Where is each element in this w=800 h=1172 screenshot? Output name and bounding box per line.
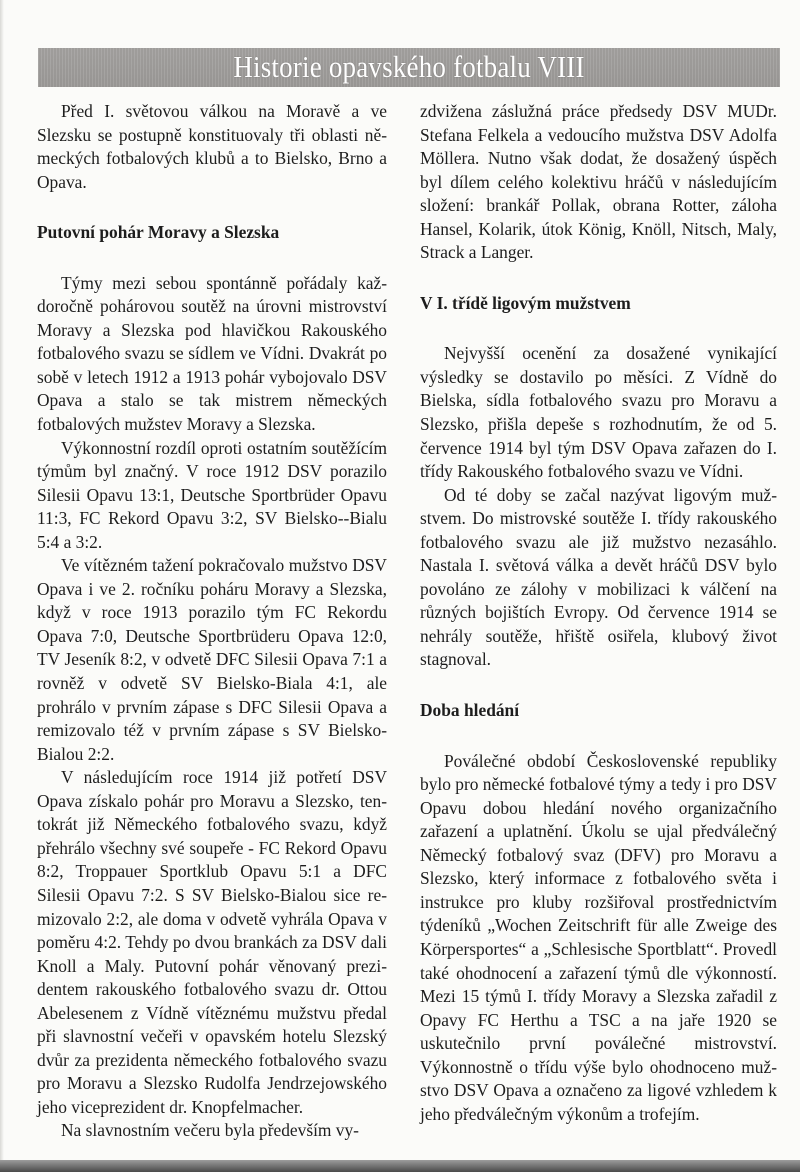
- paragraph: Týmy mezi sebou spontánně pořádaly každoročně pohárovou soutěž na úrovni mistrovství Moravy a Slezska pod hlavičkou Rakouského fotbalového svazu se sídlem ve Vídni. Dvakrát po sobě v letech 1912 a 1913 pohár vybojovalo DSV Opava a stalo se tak mistrem německých fotbalových mužstev Moravy a Slezska.: [37, 272, 387, 435]
- title-banner: [38, 48, 780, 87]
- spacer: [37, 245, 387, 272]
- page-edge-shadow: [0, 0, 4, 1172]
- section-heading-putovni-pohar: Putovní pohár Moravy a Slezska: [37, 222, 280, 243]
- spacer: [420, 723, 777, 750]
- page-title: Historie opavského fotbalu VIII: [233, 50, 585, 84]
- paragraph: Nejvyšší ocenění za dosažené vynikající výsledky se dostavilo po měsíci. Z Vídně do Bielska, sídla fotbalového svazu pro Moravu a Slezsko, přišla depeše s rozhodnutím, že od 5. července 1914 byl tým DSV Opava zařazen do I. třídy Rakouského fotbalového svazu ve Vídni.: [420, 343, 777, 482]
- spacer: [37, 194, 387, 221]
- paragraph: V následujícím roce 1914 již potřetí DSV Opava získalo pohár pro Moravu a Slezsko, tentokrát již Německého fotbalového svazu, když přehrálo všechny své soupeře - FC Rekord Opavu 8:2, Troppauer Sportklub Opavu 5:1 a DFC Silesii Opavu 7:2. S SV Bielsko-Bialou sice remizovalo 2:2, ale doma v odvetě vyhrála Opava v poměru 4:2. Tehdy po dvou brankách za DSV dali Knoll a Maly. Putovní pohár věnovaný prezidentem rakouského fotbalového svazu dr. Ottou Abelesenem z Vídně vítěznému mužstvu předal při slavnostní večeři v opavském hotelu Slezský dvůr za prezidenta německého fotbalového svazu pro Moravu a Slezsko Rudolfa Jendrzejowského jeho viceprezident dr. Knopfelmacher.: [37, 767, 387, 1117]
- section-heading-ligove-muzstvo: V I. třídě ligovým mužstvem: [420, 292, 631, 313]
- paragraph: Od té doby se začal nazývat ligovým mužstvem. Do mistrovské soutěže I. třídy rakouského fotbalového svazu ale již mužstvo nezasáhlo. Nastala I. světová válka a devět hráčů DSV bylo povoláno ze zálohy v mobilizaci k válčení na různých bojištích Evropy. Od července 1914 se nehrály soutěže, hřiště osiřela, klubový život stagnoval.: [420, 484, 777, 670]
- spacer: [420, 265, 777, 292]
- left-column: [37, 100, 387, 1143]
- paragraph: Poválečné období Československé republiky bylo pro německé fotbalové týmy a tedy i pro DSV Opavu dobou hledání nového organizačního zařazení a uplatnění. Úkolu se ujal předválečný Německý fotbalový svaz (DFV) pro Moravu a Slezsko, který informace z fotbalového světa i instrukce pro kluby rozšiřoval prostřednictvím týdeníků „Wochen Zeitschrift für alle Zweige des Körpersportes“ a „Schlesische Sportblatt“. Provedl také ohodnocení a zařazení týmů dle výkonností. Mezi 15 týmů I. třídy Moravy a Slezska zařadil z Opavy FC Herthu a TSC a na jaře 1920 se uskutečnilo první poválečné mistrovství. Výkonnostně o třídu výše bylo ohodnoceno mužstvo DSV Opava a označeno za ligové vzhledem k jeho předválečným výkonům a trofejím.: [420, 750, 777, 1124]
- intro-paragraph: Před I. světovou válkou na Moravě a ve Slezsku se postupně konstituovaly tři oblasti německých fotbalových klubů a to Bielsko, Brno a Opava.: [37, 101, 387, 192]
- right-column: [420, 100, 777, 1126]
- section-heading-doba-hledani: Doba hledání: [420, 700, 520, 721]
- spacer: [420, 672, 777, 699]
- spacer: [420, 315, 777, 342]
- paragraph: Na slavnostním večeru byla především vy-: [61, 1120, 359, 1141]
- paragraph: Ve vítězném tažení pokračovalo mužstvo DSV Opava i ve 2. ročníku poháru Moravy a Slezska, když v roce 1913 porazilo tým FC Rekordu Opava 7:0, Deutsche Sportbrüderu Opava 12:0, TV Jeseník 8:2, v odvetě DFC Silesii Opava 7:1 a rovněž v odvetě SV Bielsko-Biala 4:1, ale prohrálo v prvním zápase s DFC Silesii Opava a remizovalo též v prvním zápase s SV Bielsko-Bialou 2:2.: [37, 555, 387, 764]
- scan-bottom-edge: [0, 1160, 800, 1172]
- continuation-paragraph: zdvižena záslužná práce předsedy DSV MUDr. Stefana Felkela a vedoucího mužstva DSV Adolfa Möllera. Nutno však dodat, že dosažený úspěch byl dílem celého kolektivu hráčů v následujícím složení: brankář Pollak, obrana Rotter, záloha Hansel, Kolarik, útok König, Knöll, Nitsch, Maly, Strack a Langer.: [420, 101, 777, 263]
- paragraph: Výkonnostní rozdíl oproti ostatním soutěžícím týmům byl značný. V roce 1912 DSV porazilo Silesii Opavu 13:1, Deutsche Sportbrüder Opavu 11:3, FC Rekord Opavu 3:2, SV Bielsko-‑Bialu 5:4 a 3:2.: [37, 437, 387, 552]
